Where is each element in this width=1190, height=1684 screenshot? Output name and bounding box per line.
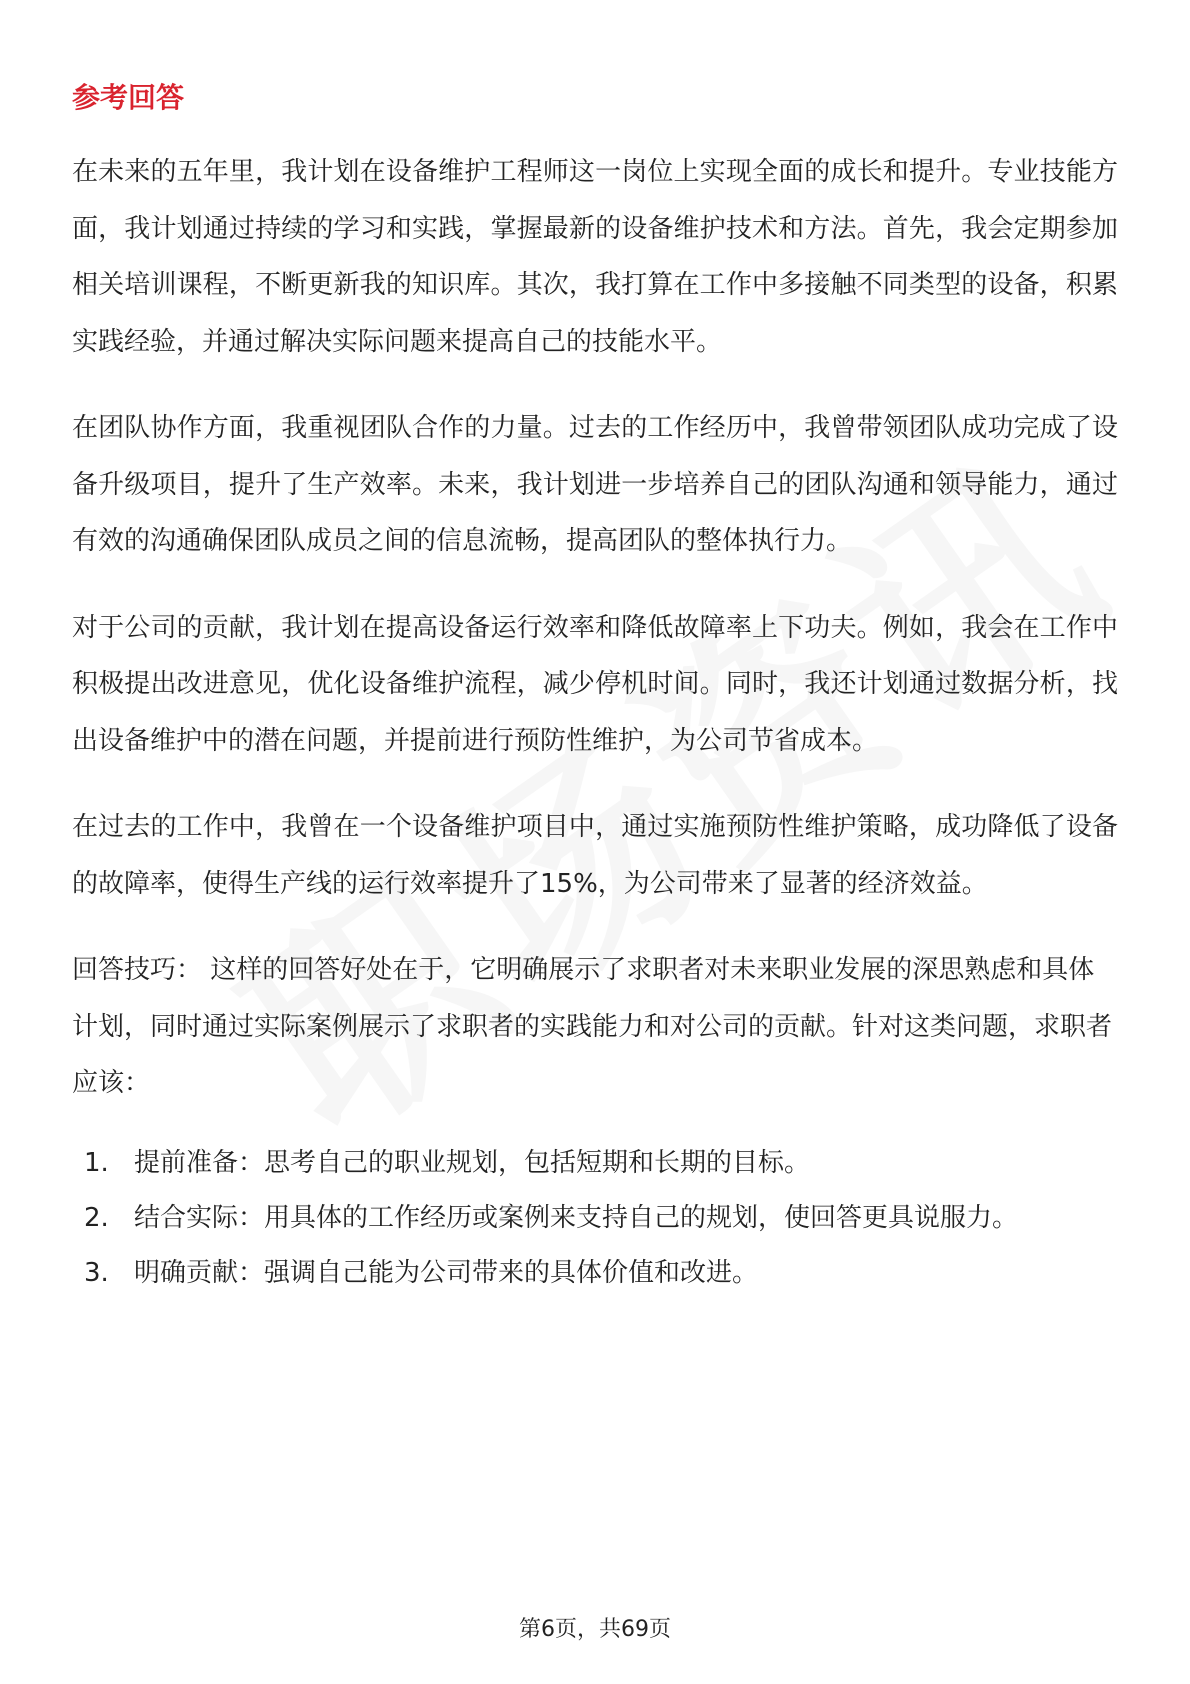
list-item — [72, 1136, 1118, 1191]
answer-tips: 回答技巧： 这样的回答好处在于，它明确展示了求职者对未来职业发展的深思熟虑和具体计划，同时通过实际案例展示了求职者的实践能力和对公司的贡献。针对这类问题，求职者应该： — [72, 955, 1113, 1098]
paragraph-4: 在过去的工作中，我曾在一个设备维护项目中，通过实施预防性维护策略，成功降低了设备的故障率，使得生产线的运行效率提升了15%，为公司带来了显著的经济效益。 — [72, 812, 1118, 899]
list-item — [72, 1246, 1118, 1301]
paragraph-1: 在未来的五年里，我计划在设备维护工程师这一岗位上实现全面的成长和提升。专业技能方面，我计划通过持续的学习和实践，掌握最新的设备维护技术和方法。首先，我会定期参加相关培训课程，不断更新我的知识库。其次，我打算在工作中多接触不同类型的设备，积累实践经验，并通过解决实际问题来提高自己的技能水平。 — [72, 157, 1118, 357]
list-item-text: 明确贡献：强调自己能为公司带来的具体价值和改进。 — [134, 1257, 759, 1288]
list-item-number: 1. — [84, 1147, 109, 1178]
list-item-number: 2. — [84, 1202, 109, 1233]
list-item-text: 提前准备：思考自己的职业规划，包括短期和长期的目标。 — [134, 1147, 811, 1178]
document-body — [72, 78, 1118, 1301]
tips-list — [72, 1136, 1118, 1301]
paragraph-2: 在团队协作方面，我重视团队合作的力量。过去的工作经历中，我曾带领团队成功完成了设备升级项目，提升了生产效率。未来，我计划进一步培养自己的团队沟通和领导能力，通过有效的沟通确保团队成员之间的信息流畅，提高团队的整体执行力。 — [72, 413, 1118, 556]
list-item-number: 3. — [84, 1257, 109, 1288]
paragraph-3: 对于公司的贡献，我计划在提高设备运行效率和降低故障率上下功夫。例如，我会在工作中积极提出改进意见，优化设备维护流程，减少停机时间。同时，我还计划通过数据分析，找出设备维护中的潜在问题，并提前进行预防性维护，为公司节省成本。 — [72, 612, 1118, 756]
section-title: 参考回答 — [72, 81, 185, 114]
list-item — [72, 1191, 1118, 1246]
list-item-text: 结合实际：用具体的工作经历或案例来支持自己的规划，使回答更具说服力。 — [134, 1202, 1019, 1233]
page-number: 第6页，共69页 — [519, 1617, 671, 1642]
